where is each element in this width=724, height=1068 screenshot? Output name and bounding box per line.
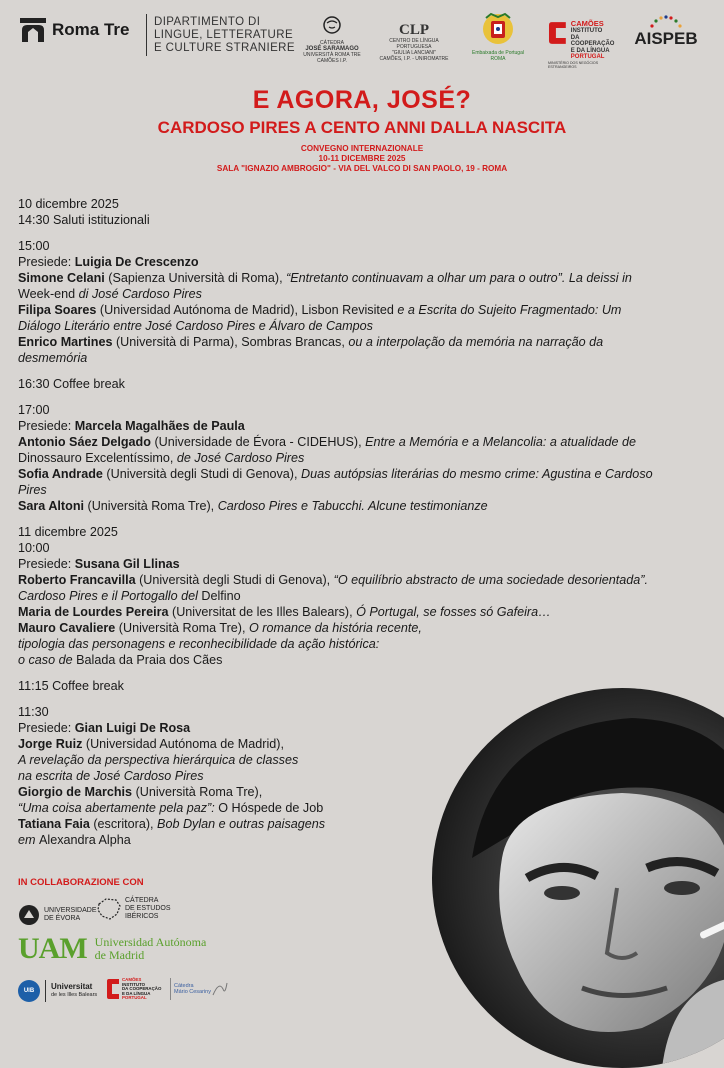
header [0,0,724,76]
uib-emblem-icon: UIB [18,980,40,1002]
talk-item-cont: desmemória [18,351,88,365]
convegno-label: CONVEGNO INTERNAZIONALE [300,144,424,153]
camoes-small-logo: CAMÕES INSTITUTO DA COOPERAÇÃO E DA LÍNGUA PORTUGAL [106,978,161,1001]
talk-item: Mauro Cavaliere (Università Roma Tre), O romance da história recente, [18,621,422,635]
talk-item-cont: Cardoso Pires e il Portogallo del Delfino [18,589,241,603]
session-3-chair: Presiede: Susana Gil Llinas [18,557,180,571]
welcome-item: 14:30 Saluti istituzionali [18,213,150,227]
talk-item-cont: A revelação da perspectiva hierárquica de classes [18,753,299,767]
talk-item: Maria de Lourdes Pereira (Universitat de les Illes Balears), Ó Portugal, se fosses só Gafeira… [18,605,551,619]
event-venue: SALA "IGNAZIO AMBROGIO" - VIA DEL VALCO DI SAN PAOLO, 19 - ROMA [216,164,508,173]
session-2-time: 17:00 [18,403,50,417]
talk-item: Sara Altoni (Università Roma Tre), Cardoso Pires e Tabucchi. Alcune testimonianze [18,499,488,513]
talk-item-cont: tipologia das personagens e reconhecibilidade da ação histórica: [18,637,380,651]
talk-item: Jorge Ruiz (Universidad Autónoma de Madrid), [18,737,284,751]
talk-item: Roberto Francavilla (Università degli Studi di Genova), “O equilíbrio abstracto de uma sociedade desorientada”. [18,573,648,587]
session-4-chair: Presiede: Gian Luigi De Rosa [18,721,191,735]
event-info [0,144,724,174]
coffee-break-1: 16:30 Coffee break [18,377,125,391]
uib-logo: UIB Universitat de les Illes Balears [18,980,97,1002]
event-subtitle: CARDOSO PIRES A CENTO ANNI DALLA NASCITA [157,118,567,137]
aispeb-logo: AISPEB [632,14,700,48]
talk-item: Filipa Soares (Universidad Autónoma de Madrid), Lisbon Revisited e a Escrita do Sujeito Fragmentado: Um [18,303,622,317]
talk-item-cont: o caso de Balada da Praia dos Cães [18,653,223,667]
day-1-date: 10 dicembre 2025 [18,197,119,211]
day-2-date: 11 dicembre 2025 [18,525,118,539]
event-title: E AGORA, JOSÉ? [252,86,472,114]
catedra-cesariny-logo: Cátedra Mário Cesariny [170,978,229,1000]
talk-item-cont: Dinossauro Excelentíssimo, de José Cardoso Pires [18,451,305,465]
cesariny-signature-icon [211,979,229,999]
talk-item: Giorgio de Marchis (Università Roma Tre), [18,785,263,799]
talk-item-cont: Diálogo Literário entre José Cardoso Pires e Álvaro de Campos [18,319,373,333]
catedra-estudos-ibericos-logo: CÁTEDRA DE ESTUDOS IBÉRICOS [96,896,171,922]
session-1-time: 15:00 [18,239,50,253]
roma-tre-logo[interactable] [20,18,129,42]
embassy-portugal-logo: Embaixada de Portugal ROMA [468,12,528,62]
session-4-time: 11:30 [18,705,49,719]
collaboration-label: IN COLLABORAZIONE CON [18,877,144,888]
talk-item-cont: Week-end di José Cardoso Pires [18,287,202,301]
session-2-chair: Presiede: Marcela Magalhães de Paula [18,419,245,433]
session-1-chair: Presiede: Luigia De Crescenzo [18,255,199,269]
header-divider [146,14,147,56]
department-name: DIPARTIMENTO DI LINGUE, LETTERATURE E CULTURE STRANIERE [154,16,295,54]
roma-tre-mark-icon [20,18,46,42]
iberia-map-icon [96,896,122,922]
talk-item: Enrico Martines (Università di Parma), Sombras Brancas, ou a interpolação da memória na narração da [18,335,604,349]
aispeb-arc-icon [646,14,686,28]
camoes-small-c-icon [106,978,120,1000]
saramago-portrait-icon [320,14,344,38]
clp-logo: CLP CENTRO DE LÍNGUA PORTUGUESA "GIULIA LANCIANI" CAMÕES, I.P. - UNIROMATRE [379,22,449,62]
portugal-coat-of-arms-icon [481,12,515,48]
camoes-logo: CAMÕES INSTITUTO DA COOPERAÇÃO E DA LÍNGUA PORTUGAL MINISTÉRIO DOS NEGÓCIOS ESTRANGEIROS [548,19,615,69]
talk-item: Antonio Sáez Delgado (Universidade de Évora - CIDEHUS), Entre a Memória e a Melancolia: a atualidade de [18,435,637,449]
evora-logo: UNIVERSIDADE DE ÉVORA [18,904,97,926]
university-name: Roma Tre [52,20,130,39]
coffee-break-2: 11:15 Coffee break [18,679,124,693]
talk-item: Tatiana Faia (escritora), Bob Dylan e outras paisagens [18,817,326,831]
uam-logo: UAM Universidad Autónoma de Madrid [18,932,207,965]
talk-item: Sofia Andrade (Università degli Studi di Genova), Duas autópsias literárias do mesmo crime: Agustina e Cardoso [18,467,653,481]
talk-item-cont: em Alexandra Alpha [18,833,131,847]
talk-item-cont: Pires [18,483,47,497]
catedra-saramago-logo: CÁTEDRA JOSÉ SARAMAGO UNIVERSITÀ ROMA TRE CAMÕES I.P. [300,14,364,64]
session-3-time: 10:00 [18,541,50,555]
talk-item-cont: “Uma coisa abertamente pela paz”: O Hóspede de Job [18,801,324,815]
event-dates: 10-11 DICEMBRE 2025 [318,154,406,163]
camoes-c-icon [548,20,568,46]
evora-emblem-icon [18,904,40,926]
talk-item: Simone Celani (Sapienza Università di Roma), “Entretanto continuavam a olhar um para o outro”. La deissi in [18,271,632,285]
talk-item-cont: na escrita de José Cardoso Pires [18,769,204,783]
